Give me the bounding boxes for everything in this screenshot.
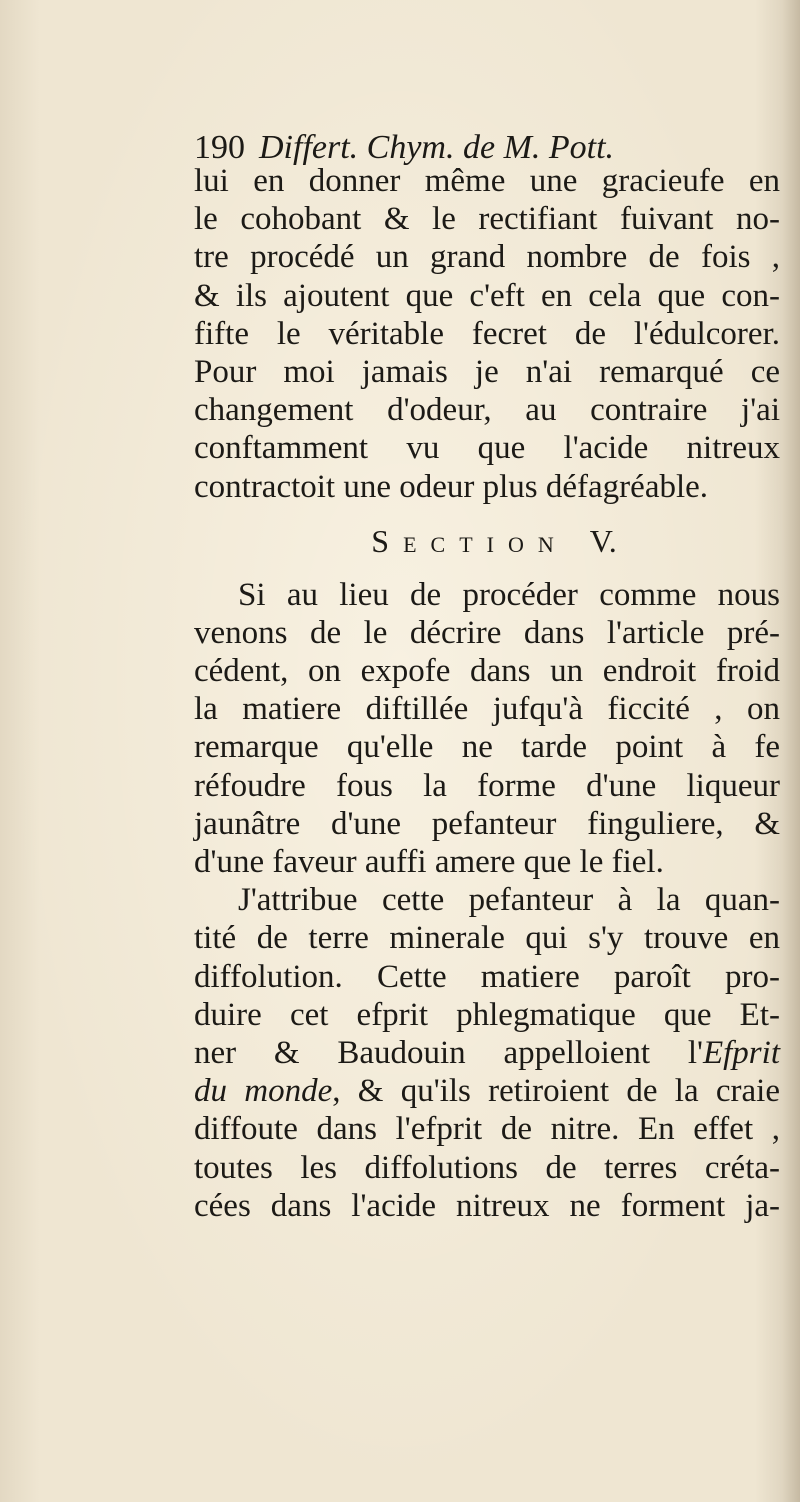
text-line: venons de le décrire dans l'article pré- bbox=[194, 614, 780, 651]
page-number: 190 bbox=[194, 129, 245, 166]
section-word: Section bbox=[371, 522, 568, 559]
text-line: Pour moi jamais je n'ai remarqué ce bbox=[194, 353, 780, 390]
paragraph-section-intro bbox=[194, 576, 780, 882]
text-line: tité de terre minerale qui s'y trouve en bbox=[194, 920, 780, 957]
text-line: duire cet efprit phlegmatique que Et- bbox=[194, 996, 780, 1033]
text-line: jaunâtre d'une pefanteur finguliere, & bbox=[194, 805, 780, 842]
text-line bbox=[194, 1034, 780, 1072]
paragraph-attribution bbox=[194, 881, 780, 1225]
text-line bbox=[194, 1072, 780, 1110]
text-line: la matiere diftillée jufqu'à ficcité , on bbox=[194, 691, 780, 728]
text-line: Si au lieu de procéder comme nous bbox=[238, 576, 780, 613]
text-line: changement d'odeur, au contraire j'ai bbox=[194, 392, 780, 429]
text-line: conftamment vu que l'acide nitreux bbox=[194, 430, 780, 467]
text-segment: , & qu'ils retiroient de la craie bbox=[332, 1073, 780, 1110]
text-line: d'une faveur auffi amere que le fiel. bbox=[194, 844, 664, 880]
running-header bbox=[194, 128, 780, 166]
text-line: tre procédé un grand nombre de fois , bbox=[194, 239, 780, 276]
italic-term: Efprit bbox=[702, 1034, 780, 1071]
text-segment: ner & Baudouin appelloient l' bbox=[194, 1034, 703, 1071]
text-line: diffoute dans l'efprit de nitre. En effet , bbox=[194, 1111, 780, 1148]
section-heading bbox=[194, 506, 780, 576]
text-line: contractoit une odeur plus défagréable. bbox=[194, 468, 709, 505]
text-line: cédent, on expofe dans un endroit froid bbox=[194, 653, 780, 690]
text-line: diffolution. Cette matiere paroît pro- bbox=[194, 958, 780, 995]
italic-term: du monde bbox=[194, 1073, 333, 1110]
section-number: V. bbox=[589, 522, 617, 559]
text-line: & ils ajoutent que c'eft en cela que con- bbox=[194, 277, 780, 314]
text-line: réfoudre fous la forme d'une liqueur bbox=[194, 767, 780, 804]
text-line: toutes les diffolutions de terres créta- bbox=[194, 1149, 780, 1186]
text-line: cées dans l'acide nitreux ne forment ja- bbox=[194, 1187, 780, 1224]
paragraph-continued bbox=[194, 162, 780, 506]
text-line: lui en donner même une gracieufe en bbox=[194, 163, 780, 199]
text-line: J'attribue cette pefanteur à la quan- bbox=[238, 882, 780, 919]
text-line: remarque qu'elle ne tarde point à fe bbox=[194, 729, 780, 766]
running-title: Differt. Chym. de M. Pott. bbox=[259, 129, 615, 166]
text-line: fifte le véritable fecret de l'édulcorer. bbox=[194, 315, 780, 352]
text-line: le cohobant & le rectifiant fuivant no- bbox=[194, 201, 780, 238]
page-text bbox=[194, 128, 780, 1225]
